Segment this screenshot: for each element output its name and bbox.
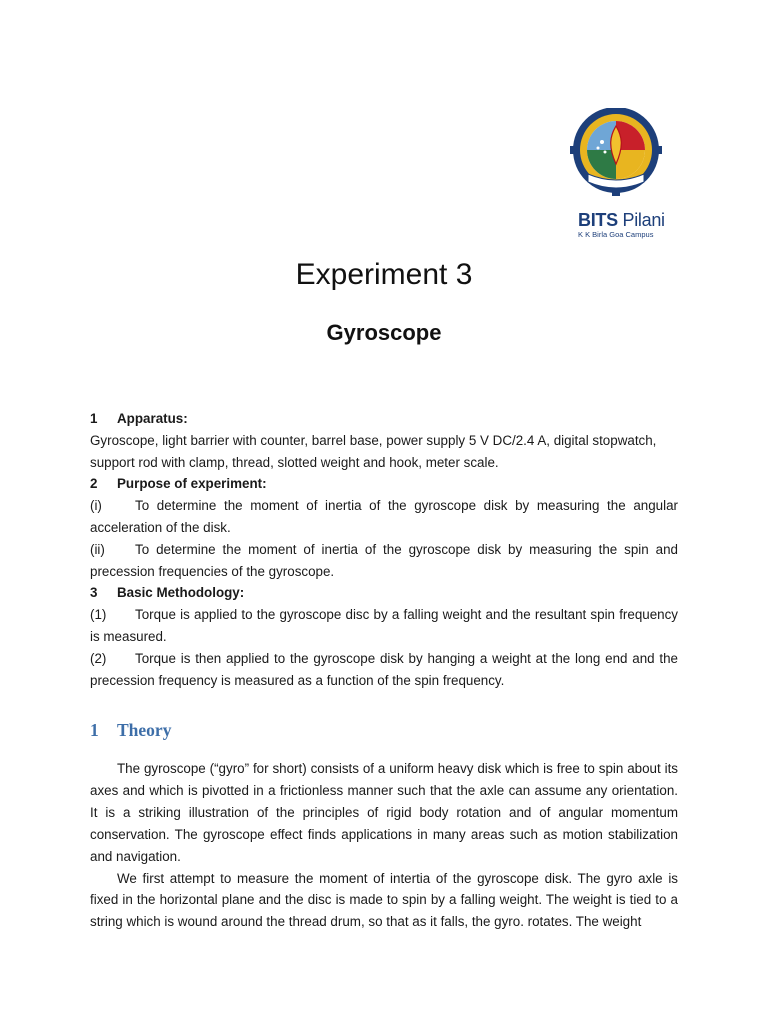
section-number: 1 <box>90 411 98 426</box>
item-text: To determine the moment of inertia of the gyroscope disk by measuring the spin and precession frequencies of the gyroscope. <box>90 541 678 579</box>
section-title: Purpose of experiment: <box>117 476 267 491</box>
paragraph: We first attempt to measure the moment of intertia of the gyroscope disk. The gyro axle is fixed in the horizontal plane and the disc is made to spin by a falling weight. The weight is tied to a string which is wound around the thread drum, so that as it falls, the gyro. rotates. The weight <box>90 870 678 930</box>
bits-emblem-icon <box>568 108 678 208</box>
list-item <box>90 539 678 583</box>
theory-body <box>90 758 678 933</box>
list-item <box>90 495 678 539</box>
section-apparatus <box>90 408 678 474</box>
section-number: 2 <box>90 476 98 491</box>
list-item <box>90 648 678 692</box>
item-label: (2) <box>90 650 107 666</box>
bits-pilani-logo <box>568 108 678 242</box>
list-item <box>90 604 678 648</box>
section-methodology <box>90 582 678 692</box>
section-heading <box>90 408 678 430</box>
page-title: Experiment 3 <box>295 258 473 291</box>
item-label: (1) <box>90 606 107 622</box>
section-purpose <box>90 473 678 583</box>
logo-wordmark: BITS Pilani <box>578 210 665 230</box>
section-heading <box>90 582 678 604</box>
section-heading <box>90 473 678 495</box>
section-number: 3 <box>90 585 98 600</box>
item-text: To determine the moment of inertia of the gyroscope disk by measuring the angular acceleration of the disk. <box>90 497 678 535</box>
section-title: Theory <box>117 720 172 740</box>
section-title: Apparatus: <box>117 411 188 426</box>
item-text: Torque is applied to the gyroscope disc by a falling weight and the resultant spin frequency is measured. <box>90 606 678 644</box>
section-number: 1 <box>90 720 99 740</box>
section-title: Basic Methodology: <box>117 585 245 600</box>
item-text: Torque is then applied to the gyroscope disk by hanging a weight at the long end and the precession frequency is measured as a function of the spin frequency. <box>90 650 678 688</box>
item-label: (i) <box>90 497 102 513</box>
paragraph: The gyroscope (“gyro” for short) consists of a uniform heavy disk which is free to spin about its axes and which is pivotted in a frictionless manner such that the axle can assume any orientation. It is a striking illustration of the principles of rigid body rotation and of angular momentum conservation. The gyroscope effect finds applications in many areas such as motion stabilization and navigation. <box>90 761 678 864</box>
theory-heading <box>90 720 171 741</box>
page-subtitle: Gyroscope <box>326 320 442 345</box>
section-text: Gyroscope, light barrier with counter, barrel base, power supply 5 V DC/2.4 A, digital stopwatch, support rod with clamp, thread, slotted weight and hook, meter scale. <box>90 432 657 470</box>
logo-campus-text: K K Birla Goa Campus <box>578 230 654 239</box>
item-label: (ii) <box>90 541 105 557</box>
